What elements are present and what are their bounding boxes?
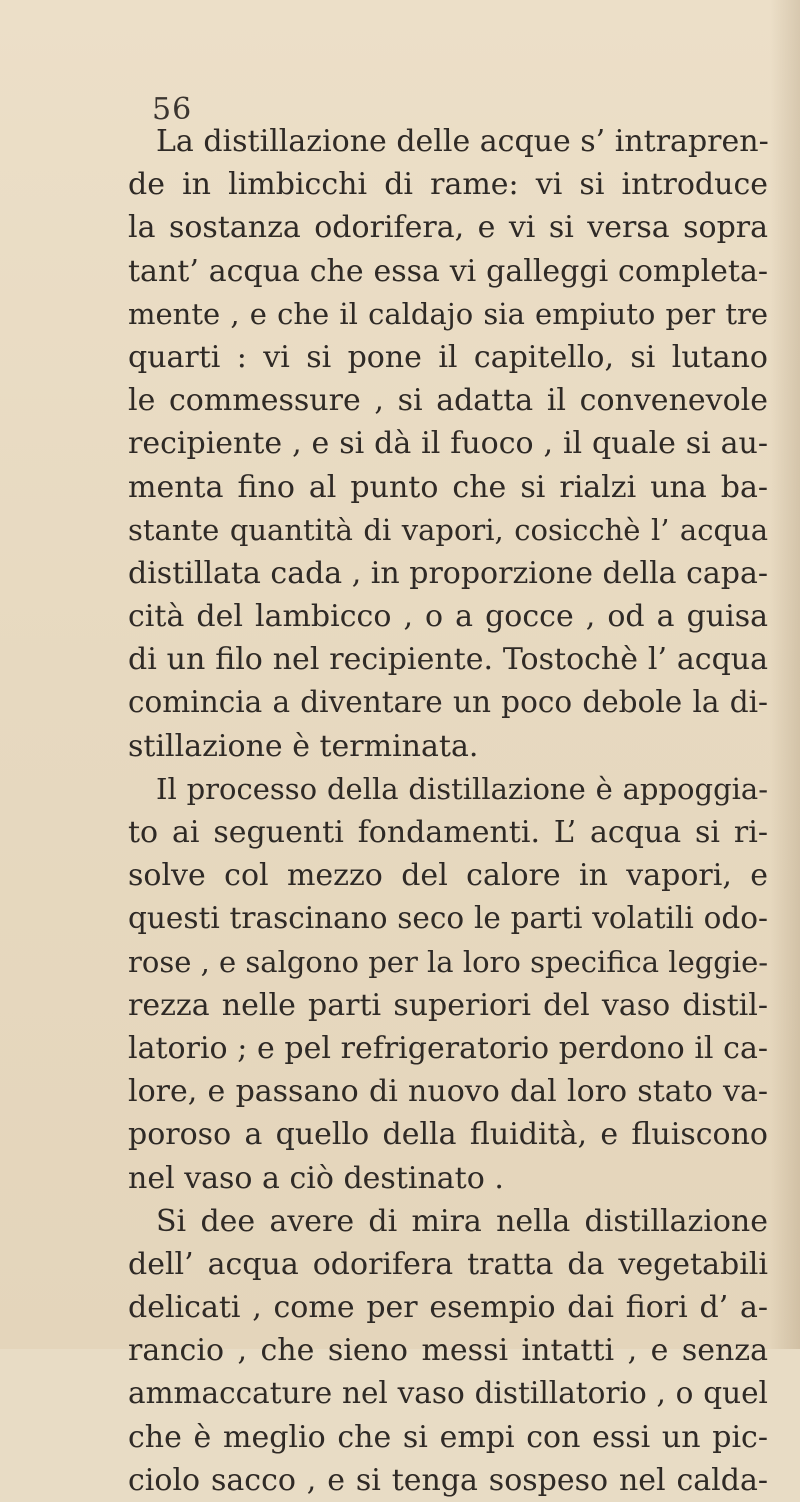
body-text [128,120,768,1502]
text-line: rezza nelle parti superiori del vaso distil- [128,987,768,1023]
text-line: che è meglio che si empi con essi un pic- [128,1419,768,1455]
text-line: latorio ; e pel refrigeratorio perdono il ca- [128,1030,768,1066]
text-line: comincia a diventare un poco debole la di- [128,685,768,720]
text-line: Si dee avere di mira nella distillazione [156,1203,768,1239]
text-line: de in limbicchi di rame: vi si introduce [128,167,768,203]
text-line: questi trascinano seco le parti volatili odo- [128,901,768,936]
text-line: ammaccature nel vaso distillatorio , o quel [128,1376,768,1411]
text-line: solve col mezzo del calore in vapori, e [128,858,768,894]
text-line: La distillazione delle acque s’ intrapren- [156,124,769,159]
page-edge-shadow [770,0,800,1349]
text-line: poroso a quello della fluidità, e fluiscono [128,1117,768,1153]
text-line: recipiente , e si dà il fuoco , il quale si au- [128,426,768,462]
text-line: dell’ acqua odorifera tratta da vegetabili [128,1246,768,1282]
text-line: rancio , che sieno messi intatti , e senza [128,1333,768,1369]
text-line: quarti : vi si pone il capitello, si lutano [128,339,768,375]
text-line: di un filo nel recipiente. Tostochè l’ acqua [128,642,768,678]
text-line: Il processo della distillazione è appoggia- [156,771,768,806]
text-line: distillata cada , in proporzione della capa- [128,555,769,591]
text-line: stante quantità di vapori, cosicchè l’ acqua [128,512,768,547]
text-line: menta fino al punto che si rialzi una ba- [128,469,768,505]
text-line: tant’ acqua che essa vi galleggi completa- [128,253,768,289]
text-line: lore, e passano di nuovo dal loro stato va- [128,1074,768,1110]
text-line: rose , e salgono per la loro specifica leggie- [128,944,769,979]
text-line: nel vaso a ciò destinato . [128,1160,504,1196]
text-line: cità del lambicco , o a gocce , od a guisa [128,599,768,635]
text-line: ciolo sacco , e si tenga sospeso nel calda- [128,1462,768,1498]
text-line: delicati , come per esempio dai fiori d’ a- [128,1290,768,1326]
text-line: la sostanza odorifera, e vi si versa sopra [128,210,768,246]
text-line: stillazione è terminata. [128,728,479,764]
page-number: 56 [152,92,193,127]
text-line: mente , e che il caldajo sia empiuto per tre [128,296,768,331]
text-line: le commessure , si adatta il convenevole [128,383,768,419]
text-line: to ai seguenti fondamenti. L’ acqua si ri- [128,815,768,850]
